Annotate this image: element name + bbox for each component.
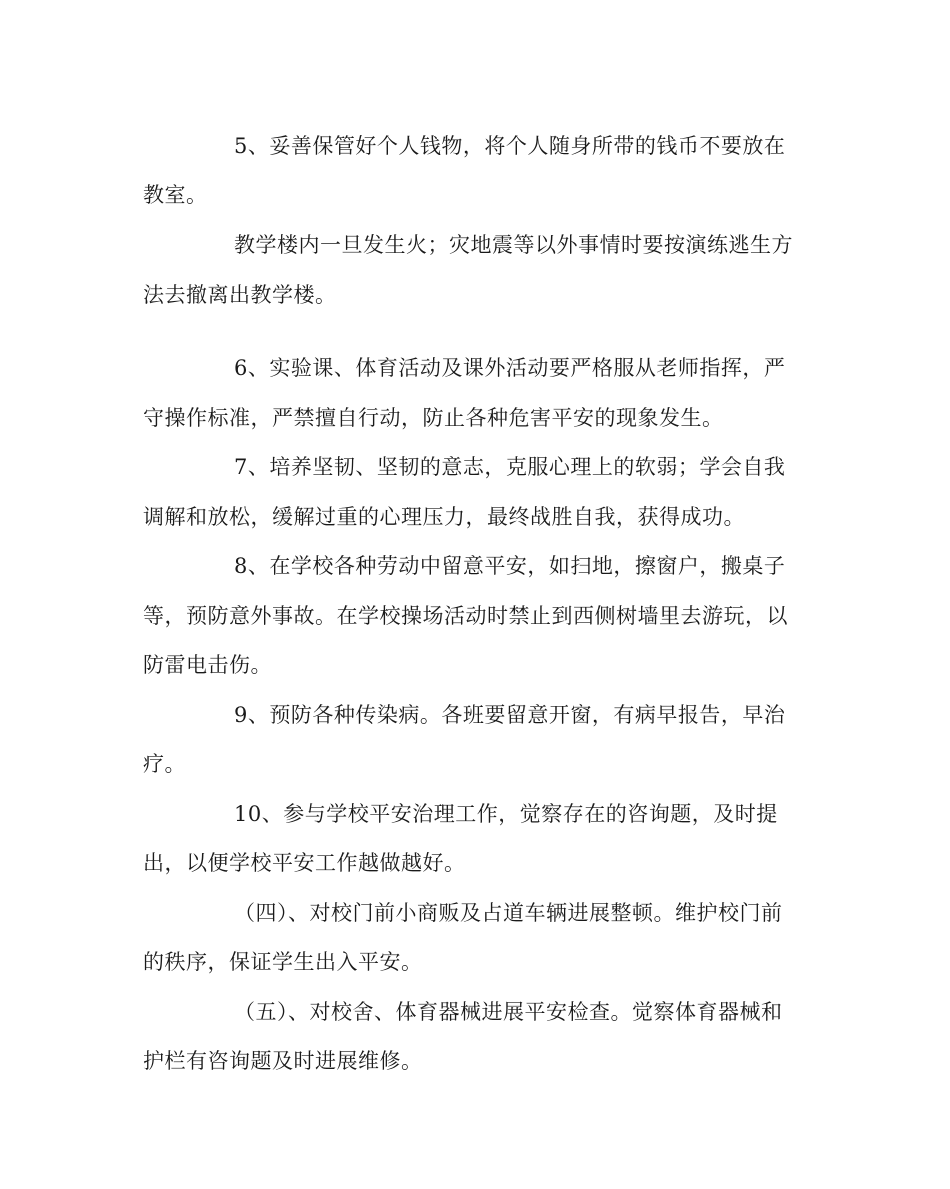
text-line: 8、在学校各种劳动中留意平安，如扫地，擦窗户，搬桌子 xyxy=(234,554,786,578)
text-line: 出，以便学校平安工作越做越好。 xyxy=(143,851,466,875)
text-line: 法去撤离出教学楼。 xyxy=(143,283,337,307)
text-line: 9、预防各种传染病。各班要留意开窗，有病早报告，早治 xyxy=(234,703,786,727)
text-line: （五）、对校舍、体育器械进展平安检查。觉察体育器械和 xyxy=(234,1000,783,1024)
text-line: 护栏有咨询题及时进展维修。 xyxy=(143,1049,423,1073)
text-line: 的秩序，保证学生出入平安。 xyxy=(143,950,423,974)
text-line: 7、培养坚韧、坚韧的意志，克服心理上的软弱；学会自我 xyxy=(234,455,786,479)
text-line: 调解和放松，缓解过重的心理压力，最终战胜自我，获得成功。 xyxy=(143,505,745,529)
text-line: 疗。 xyxy=(143,752,186,776)
text-line: （四）、对校门前小商贩及占道车辆进展整顿。维护校门前 xyxy=(234,901,783,925)
text-line: 教室。 xyxy=(143,183,208,207)
text-line: 守操作标准，严禁擅自行动，防止各种危害平安的现象发生。 xyxy=(143,406,724,430)
text-line: 5、妥善保管好个人钱物，将个人随身所带的钱币不要放在 xyxy=(234,134,786,158)
text-line: 防雷电击伤。 xyxy=(143,653,272,677)
text-line: 6、实验课、体育活动及课外活动要严格服从老师指挥，严 xyxy=(234,356,786,380)
text-line: 10、参与学校平安治理工作，觉察存在的咨询题，及时提 xyxy=(234,802,778,826)
text-line: 等，预防意外事故。在学校操场活动时禁止到西侧树墙里去游玩，以 xyxy=(143,604,788,628)
text-line: 教学楼内一旦发生火；灾地震等以外事情时要按演练逃生方 xyxy=(234,233,793,257)
